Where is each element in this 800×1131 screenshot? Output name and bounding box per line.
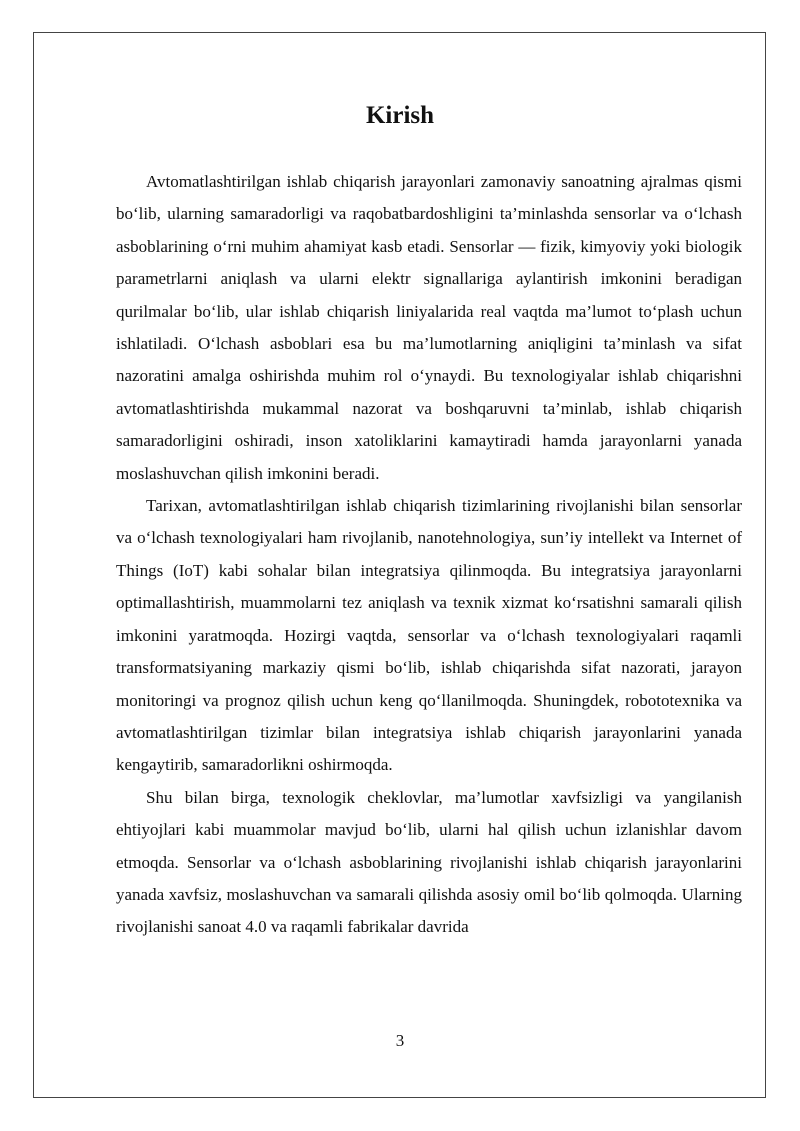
paragraph-1: Avtomatlashtirilgan ishlab chiqarish jarayonlari zamonaviy sanoatning ajralmas qismi bo‘lib, ularning samaradorligi va raqobatbardoshligini ta’minlashda sensorlar va o‘lchash asboblarining o‘rni muhim ahamiyat kasb etadi. Sensorlar — fizik, kimyoviy yoki biologik parametrlarni aniqlash va ularni elektr signallariga aylantirish imkonini beradigan qurilmalar bo‘lib, ular ishlab chiqarish liniyalarida real vaqtda ma’lumot to‘plash uchun ishlatiladi. O‘lchash asboblari esa bu ma’lumotlarning aniqligini ta’minlash va sifat nazoratini amalga oshirishda muhim rol o‘ynaydi. Bu texnologiyalar ishlab chiqarishni avtomatlashtirishda mukammal nazorat va boshqaruvni ta’minlab, ishlab chiqarish samaradorligini oshiradi, inson xatoliklarini kamaytiradi hamda jarayonlarni yanada moslashuvchan qilish imkonini beradi. — [116, 172, 742, 483]
body-text — [116, 166, 742, 944]
page-title: Kirish — [365, 102, 435, 129]
page-number: 3 — [395, 1031, 405, 1050]
paragraph-2: Tarixan, avtomatlashtirilgan ishlab chiqarish tizimlarining rivojlanishi bilan sensorlar va o‘lchash texnologiyalari ham rivojlanib, nanotehnologiya, sun’iy intellekt va Internet of Things (IoT) kabi sohalar bilan integratsiya qilinmoqda. Bu integratsiya jarayonlarni optimallashtirish, muammolarni tez aniqlash va texnik xizmat ko‘rsatishni samarali qilish imkonini yaratmoqda. Hozirgi vaqtda, sensorlar va o‘lchash texnologiyalari raqamli transformatsiyaning markaziy qismi bo‘lib, ishlab chiqarishda sifat nazorati, jarayon monitoringi va prognoz qilish uchun keng qo‘llanilmoqda. Shuningdek, robototexnika va avtomatlashtirilgan tizimlar bilan integratsiya ishlab chiqarish jarayonlarini yanada kengaytirib, samaradorlikni oshirmoqda. — [116, 496, 742, 775]
paragraph-3: Shu bilan birga, texnologik cheklovlar, ma’lumotlar xavfsizligi va yangilanish ehtiyojlari kabi muammolar mavjud bo‘lib, ularni hal qilish uchun izlanishlar davom etmoqda. Sensorlar va o‘lchash asboblarining rivojlanishi ishlab chiqarish jarayonlarini yanada xavfsiz, moslashuvchan va samarali qilishda asosiy omil bo‘lib qolmoqda. Ularning rivojlanishi sanoat 4.0 va raqamli fabrikalar davrida — [116, 787, 742, 937]
